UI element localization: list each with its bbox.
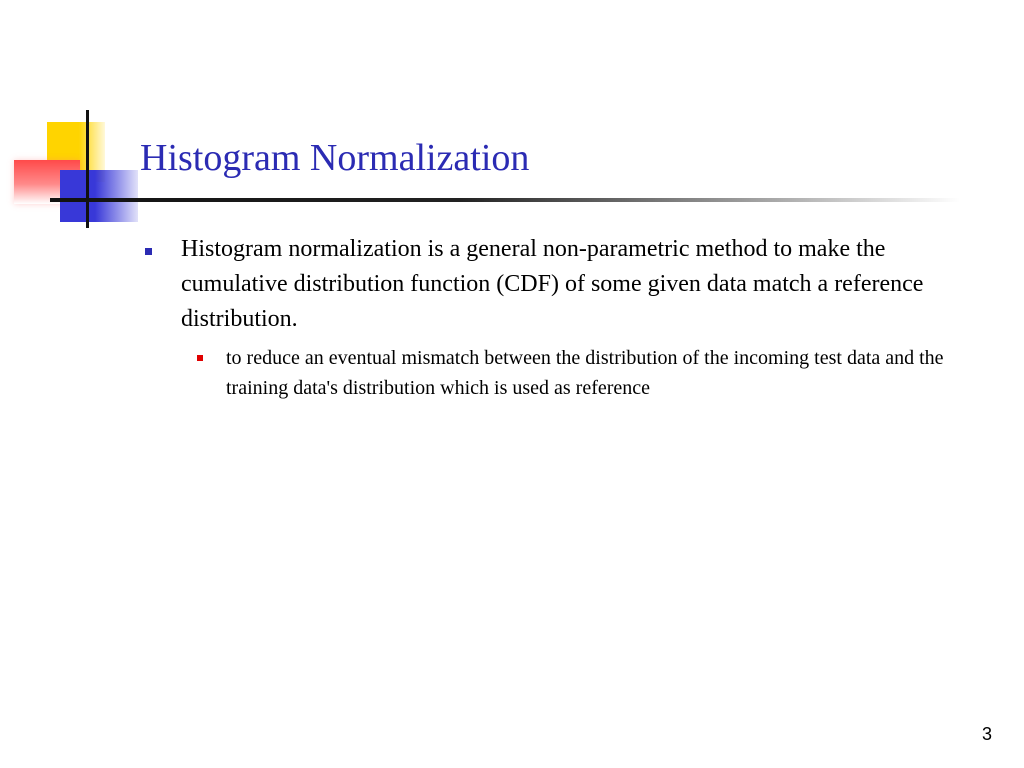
bullet-text: Histogram normalization is a general non-parametric method to make the cumulative distribution function (CDF) of some given data match a reference distribution. xyxy=(181,236,924,332)
square-bullet-icon xyxy=(197,355,203,361)
title-underline xyxy=(50,198,960,202)
page-number: 3 xyxy=(981,724,992,744)
decorative-vertical-line xyxy=(86,110,89,228)
slide-title: Histogram Normalization xyxy=(140,137,530,179)
square-bullet-icon xyxy=(145,248,152,255)
sub-bullet-item xyxy=(140,343,960,403)
sub-bullet-text: to reduce an eventual mismatch between the distribution of the incoming test data and the training data's distribution which is used as reference xyxy=(226,347,944,399)
decorative-blue-square xyxy=(60,170,138,222)
slide-body xyxy=(140,232,960,403)
bullet-item xyxy=(140,232,960,337)
